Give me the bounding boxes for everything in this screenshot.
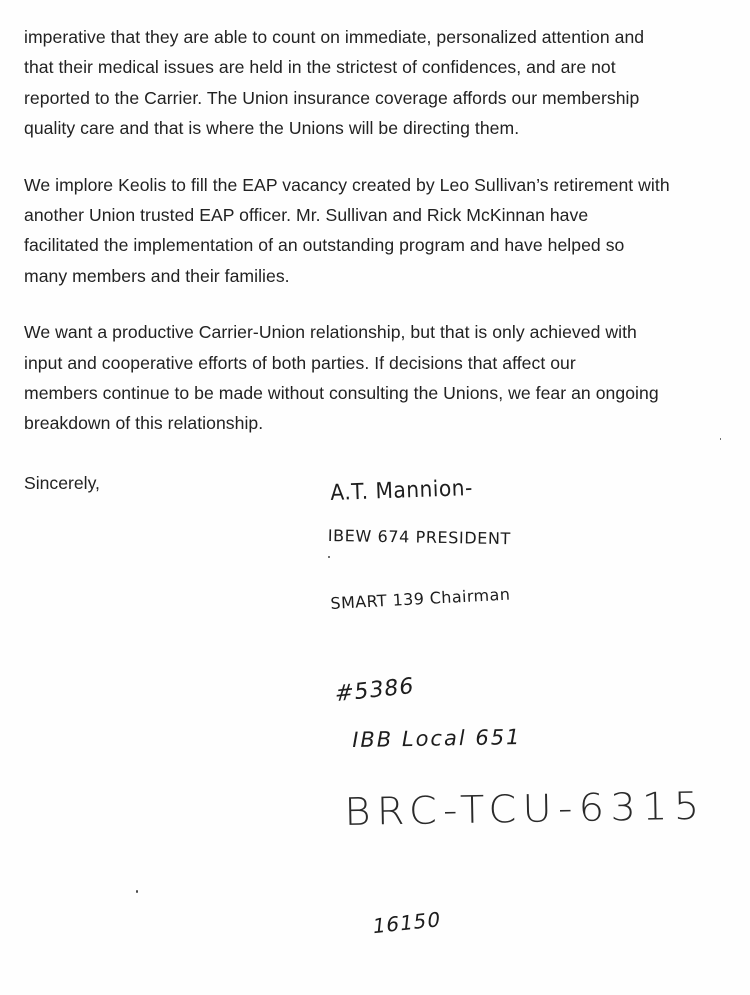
signature-smart: SMART 139 Chairman [330,584,511,613]
text-line: quality care and that is where the Unions will be directing them. [24,118,520,139]
text-line: another Union trusted EAP officer. Mr. Sullivan and Rick McKinnan have [24,205,589,226]
text-line: facilitated the implementation of an outstanding program and have helped so [24,235,625,256]
paragraph-eap-vacancy [24,170,736,292]
text-line: reported to the Carrier. The Union insurance coverage affords our membership [24,87,640,108]
signature-number-16150: 16150 [371,906,443,939]
scan-speck [720,438,721,440]
signature-ibb-local: IBB Local 651 [352,725,522,752]
paragraph-relationship [24,317,736,439]
paragraph-ongoing-care [24,22,736,144]
text-line: imperative that they are able to count on immediate, personalized attention and [24,27,645,47]
letter-body [24,22,736,465]
signature-brc-tcu: BRC-TCU-6315 [344,783,706,834]
text-line: many members and their families. [24,265,290,286]
text-line: input and cooperative efforts of both parties. If decisions that affect our [24,352,576,373]
signature-number-5386: #5386 [334,673,415,708]
signature-mannion: A.T. Mannion- [330,476,474,506]
scan-speck [328,556,330,558]
scan-speck [136,890,138,893]
text-line: members continue to be made without consulting the Unions, we fear an ongoing [24,383,659,404]
text-line: We implore Keolis to fill the EAP vacancy created by Leo Sullivan’s retirement with [24,174,670,195]
text-line: breakdown of this relationship. [24,413,264,434]
closing-sincerely: Sincerely, [24,473,100,493]
text-line: We want a productive Carrier-Union relationship, but that is only achieved with [24,322,637,343]
signature-ibew-title: IBEW 674 PRESIDENT [327,526,512,549]
text-line: that their medical issues are held in the strictest of confidences, and are not [24,57,616,78]
